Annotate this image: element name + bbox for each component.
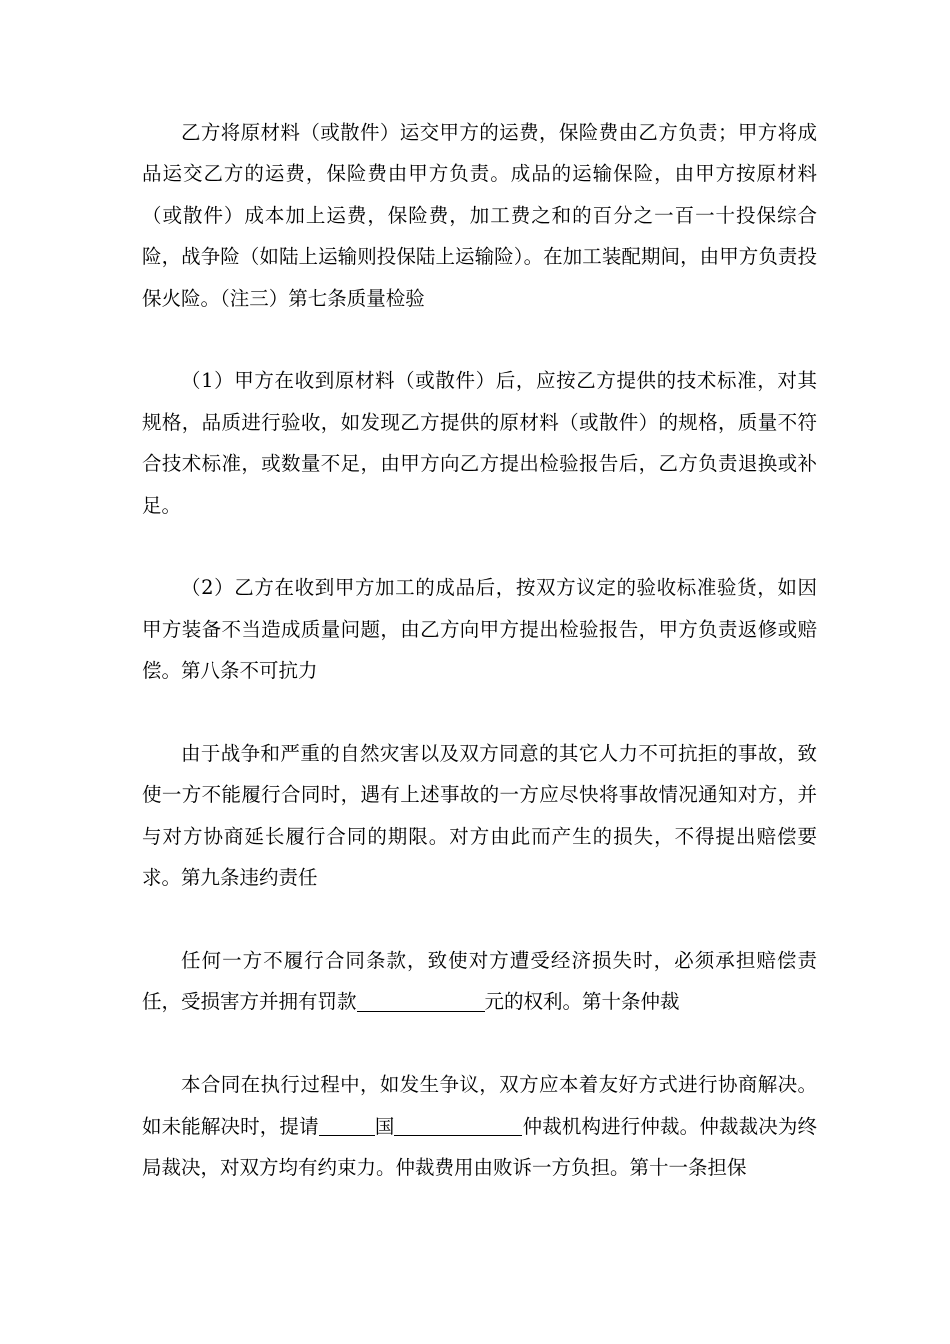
penalty-amount-blank	[357, 991, 485, 1012]
breach-text-before: 任何一方不履行合同条款，致使对方遭受经济损失时，必须承担赔偿责任，受损害方并拥有罚款	[142, 949, 817, 1014]
paragraph-arbitration	[142, 1064, 817, 1188]
arbitration-text-1: 本合同在执行过程中，如发生争议，双方应本着友好方式进行协商解决。如未能解决时，提请	[142, 1073, 817, 1138]
paragraph-quality-inspection-1: （1）甲方在收到原材料（或散件）后，应按乙方提供的技术标准，对其规格，品质进行验收，如发现乙方提供的原材料（或散件）的规格，质量不符合技术标准，或数量不足，由甲方向乙方提出检验报告后，乙方负责退换或补足。	[142, 369, 817, 517]
arbitration-country-blank	[319, 1115, 375, 1136]
paragraph-force-majeure: 由于战争和严重的自然灾害以及双方同意的其它人力不可抗拒的事故，致使一方不能履行合同时，遇有上述事故的一方应尽快将事故情况通知对方，并与对方协商延长履行合同的期限。对方由此而产生的损失，不得提出赔偿要求。第九条违约责任	[142, 742, 817, 890]
document-body	[142, 112, 817, 1230]
paragraph-transport-insurance: 乙方将原材料（或散件）运交甲方的运费，保险费由乙方负责；甲方将成品运交乙方的运费，保险费由甲方负责。成品的运输保险，由甲方按原材料（或散件）成本加上运费，保险费，加工费之和的百分之一百一十投保综合险，战争险（如陆上运输则投保陆上运输险）。在加工装配期间，由甲方负责投保火险。（注三）第七条质量检验	[142, 121, 817, 310]
arbitration-institution-blank	[394, 1115, 522, 1136]
arbitration-text-2: 国	[374, 1114, 395, 1138]
breach-text-after: 元的权利。第十条仲裁	[484, 990, 680, 1014]
paragraph-breach-liability	[142, 940, 817, 1023]
arbitration-text-3: 仲裁机构进行仲裁。仲裁裁决为终局裁决，对双方均有约束力。仲裁费用由败诉一方负担。第十一条担保	[142, 1114, 817, 1180]
paragraph-quality-inspection-2: （2）乙方在收到甲方加工的成品后，按双方议定的验收标准验货，如因甲方装备不当造成质量问题，由乙方向甲方提出检验报告，甲方负责返修或赔偿。第八条不可抗力	[142, 576, 817, 683]
